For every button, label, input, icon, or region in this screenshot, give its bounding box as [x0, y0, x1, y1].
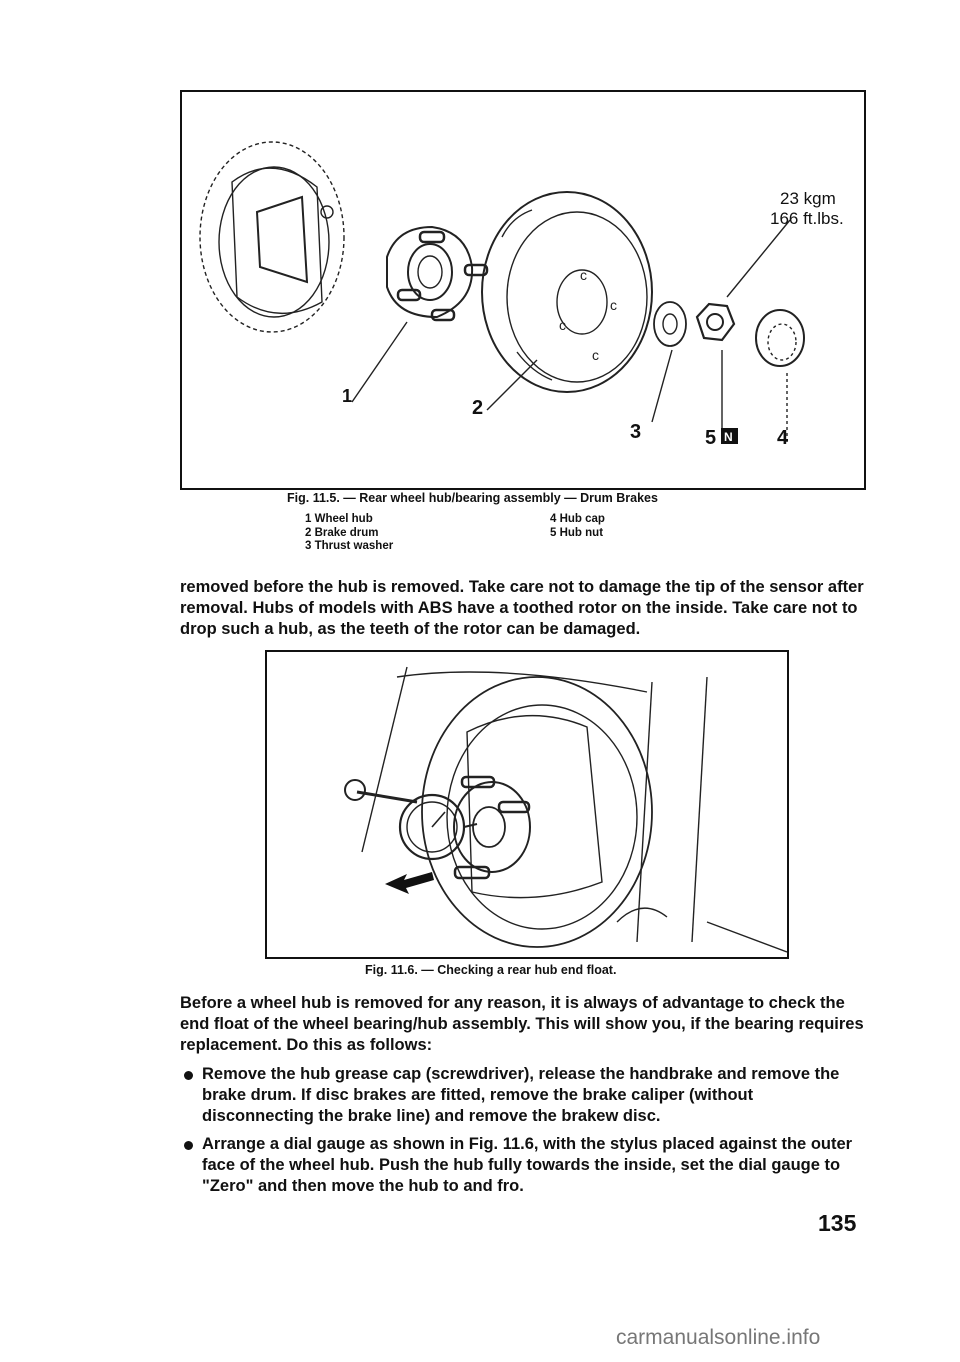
bullet-item — [182, 1134, 867, 1197]
hub-nut-part — [697, 304, 734, 340]
callout-5: 5 — [705, 427, 717, 449]
svg-text:c: c — [559, 317, 566, 333]
exploded-hub-drawing — [182, 92, 864, 488]
callout-4: 4 — [777, 427, 789, 449]
bullet-text: Arrange a dial gauge as shown in Fig. 11.6, with the stylus placed against the outer face of the wheel hub. Push the hub fully towards the inside, set the dial gauge to "Zero" and then move the hub to and fro. — [202, 1135, 853, 1195]
figure1-legend-left — [305, 513, 393, 554]
torque-ftlbs: 166 ft.lbs. — [770, 209, 844, 228]
legend-item: 3 Thrust washer — [305, 540, 394, 552]
paragraph-sensor-removal: removed before the hub is removed. Take care not to damage the tip of the sensor after removal. Hubs of models with ABS have a toothed rotor on the inside. Take care not to drop such a hub, as the teeth of the rotor can be damaged. — [180, 578, 864, 638]
legend-item: 1 Wheel hub — [305, 513, 373, 525]
figure-rear-hub-assembly — [180, 90, 866, 490]
svg-text:c: c — [592, 347, 599, 363]
brake-drum-part — [482, 192, 652, 392]
figure2-caption: Fig. 11.6. — Checking a rear hub end float. — [365, 963, 617, 977]
figure-hub-end-float — [265, 650, 789, 959]
callout-1: 1 — [342, 386, 353, 406]
thrust-washer-part — [654, 302, 686, 346]
bullet-dot-icon — [184, 1141, 193, 1150]
svg-text:c: c — [580, 267, 587, 283]
push-direction-arrow-icon — [385, 872, 434, 894]
bullet-item — [182, 1064, 867, 1127]
svg-text:N: N — [724, 430, 733, 444]
wheel-hub-part — [387, 227, 487, 320]
legend-item: 4 Hub cap — [550, 513, 605, 525]
paragraph-end-float: Before a wheel hub is removed for any reason, it is always of advantage to check the end float of the wheel bearing/hub assembly. This will show you, if the bearing requires replacement. Do this as follows: — [180, 994, 864, 1054]
hub-cap-part — [756, 310, 804, 366]
bullet-text: Remove the hub grease cap (screwdriver), release the handbrake and remove the brake drum. If disc brakes are fitted, remove the brake caliper (without disconnecting the brake line) and remove the brakew disc. — [202, 1065, 840, 1125]
bullet-dot-icon — [184, 1071, 193, 1080]
watermark[interactable]: carmanualsonline.info — [616, 1326, 821, 1349]
legend-item: 5 Hub nut — [550, 526, 604, 539]
brake-backing-plate — [200, 142, 344, 332]
legend-item: 2 Brake drum — [305, 526, 379, 539]
torque-kgm: 23 kgm — [780, 189, 836, 208]
callout-3: 3 — [630, 421, 642, 443]
svg-text:c: c — [610, 297, 617, 313]
figure1-caption: Fig. 11.5. — Rear wheel hub/bearing assembly — Drum Brakes — [287, 491, 658, 505]
page-number: 135 — [818, 1210, 857, 1236]
dial-gauge-drawing — [267, 652, 787, 957]
dial-gauge — [345, 780, 477, 859]
callout-2: 2 — [472, 397, 484, 419]
figure1-legend-right — [550, 513, 605, 540]
